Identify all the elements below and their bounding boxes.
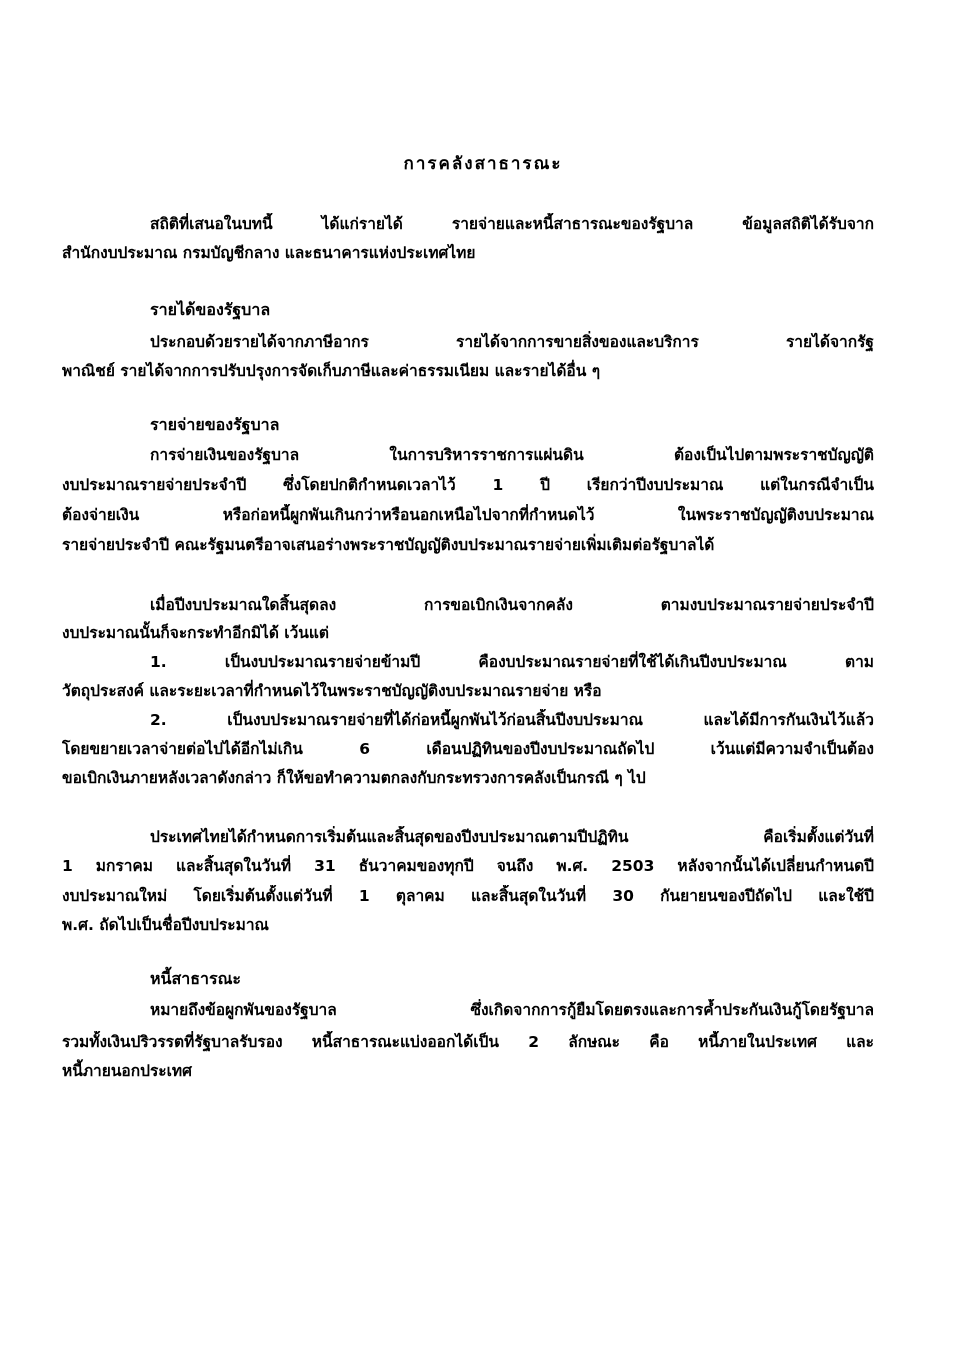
fiscal-year-line-2: 1 มกราคม และสิ้นสุดในวันที่ 31 ธันวาคมของทุกปี จนถึง พ.ศ. 2503 หลังจากนั้นได้เปลี่ยนกำหนดปี <box>62 857 874 875</box>
public-debt-heading: หนี้สาธารณะ <box>150 969 242 988</box>
year-end-item-2-line-3: ขอเบิกเงินภายหลังเวลาดังกล่าว ก็ให้ขอทำความตกลงกับกระทรวงการคลังเป็นกรณี ๆ ไป <box>62 769 646 787</box>
year-end-line-1: เมื่อปีงบประมาณใดสิ้นสุดลง การขอเบิกเงินจากคลัง ตามงบประมาณรายจ่ายประจำปี <box>150 596 874 614</box>
expenditure-heading: รายจ่ายของรัฐบาล <box>150 415 280 434</box>
intro-line-1: สถิติที่เสนอในบทนี้ ได้แก่รายได้ รายจ่ายและหนี้สาธารณะของรัฐบาล ข้อมูลสถิติได้รับจาก <box>150 215 874 233</box>
public-debt-line-1: หมายถึงข้อผูกพันของรัฐบาล ซึ่งเกิดจากการกู้ยืมโดยตรงและการค้ำประกันเงินกู้โดยรัฐบาล <box>150 1001 874 1019</box>
expenditure-line-2: งบประมาณรายจ่ายประจำปี ซึ่งโดยปกติกำหนดเวลาไว้ 1 ปี เรียกว่าปีงบประมาณ แต่ในกรณีจำเป็น <box>62 476 874 494</box>
year-end-item-1-line-2: วัตถุประสงค์ และระยะเวลาที่กำหนดไว้ในพระราชบัญญัติงบประมาณรายจ่าย หรือ <box>62 682 602 700</box>
public-debt-line-3: หนี้ภายนอกประเทศ <box>62 1062 192 1080</box>
fiscal-year-line-3: งบประมาณใหม่ โดยเริ่มต้นตั้งแต่วันที่ 1 ตุลาคม และสิ้นสุดในวันที่ 30 กันยายนของปีถัดไป และใช้ปี <box>62 887 874 905</box>
year-end-item-2-line-2: โดยขยายเวลาจ่ายต่อไปได้อีกไม่เกิน 6 เดือนปฏิทินของปีงบประมาณถัดไป เว้นแต่มีความจำเป็นต้อง <box>62 740 874 758</box>
page-title: การคลังสาธารณะ <box>403 154 563 174</box>
fiscal-year-line-4: พ.ศ. ถัดไปเป็นชื่อปีงบประมาณ <box>62 916 269 934</box>
fiscal-year-line-1: ประเทศไทยได้กำหนดการเริ่มต้นและสิ้นสุดของปีงบประมาณตามปีปฏิทิน คือเริ่มตั้งแต่วันที่ <box>150 828 874 846</box>
expenditure-line-1: การจ่ายเงินของรัฐบาล ในการบริหารราชการแผ่นดิน ต้องเป็นไปตามพระราชบัญญัติ <box>150 446 874 464</box>
year-end-item-2-line-1: 2. เป็นงบประมาณรายจ่ายที่ได้ก่อหนี้ผูกพันไว้ก่อนสิ้นปีงบประมาณ และได้มีการกันเงินไว้แล้ว <box>150 711 874 729</box>
revenue-line-2: พาณิชย์ รายได้จากการปรับปรุงการจัดเก็บภาษีและค่าธรรมเนียม และรายได้อื่น ๆ <box>62 362 601 380</box>
revenue-line-1: ประกอบด้วยรายได้จากภาษีอากร รายได้จากการขายสิ่งของและบริการ รายได้จากรัฐ <box>150 333 874 351</box>
expenditure-line-4: รายจ่ายประจำปี คณะรัฐมนตรีอาจเสนอร่างพระราชบัญญัติงบประมาณรายจ่ายเพิ่มเติมต่อรัฐบาลได้ <box>62 536 715 554</box>
expenditure-line-3: ต้องจ่ายเงิน หรือก่อหนี้ผูกพันเกินกว่าหรือนอกเหนือไปจากที่กำหนดไว้ ในพระราชบัญญัติงบประมาณ <box>62 506 874 524</box>
public-debt-line-2: รวมทั้งเงินปริวรรตที่รัฐบาลรับรอง หนี้สาธารณะแบ่งออกได้เป็น 2 ลักษณะ คือ หนี้ภายในประเทศ และ <box>62 1033 874 1051</box>
year-end-item-1-line-1: 1. เป็นงบประมาณรายจ่ายข้ามปี คืองบประมาณรายจ่ายที่ใช้ได้เกินปีงบประมาณ ตาม <box>150 653 874 671</box>
revenue-heading: รายได้ของรัฐบาล <box>150 300 271 319</box>
year-end-line-2: งบประมาณนั้นก็จะกระทำอีกมิได้ เว้นแต่ <box>62 624 329 642</box>
intro-line-2: สำนักงบประมาณ กรมบัญชีกลาง และธนาคารแห่งประเทศไทย <box>62 244 476 262</box>
